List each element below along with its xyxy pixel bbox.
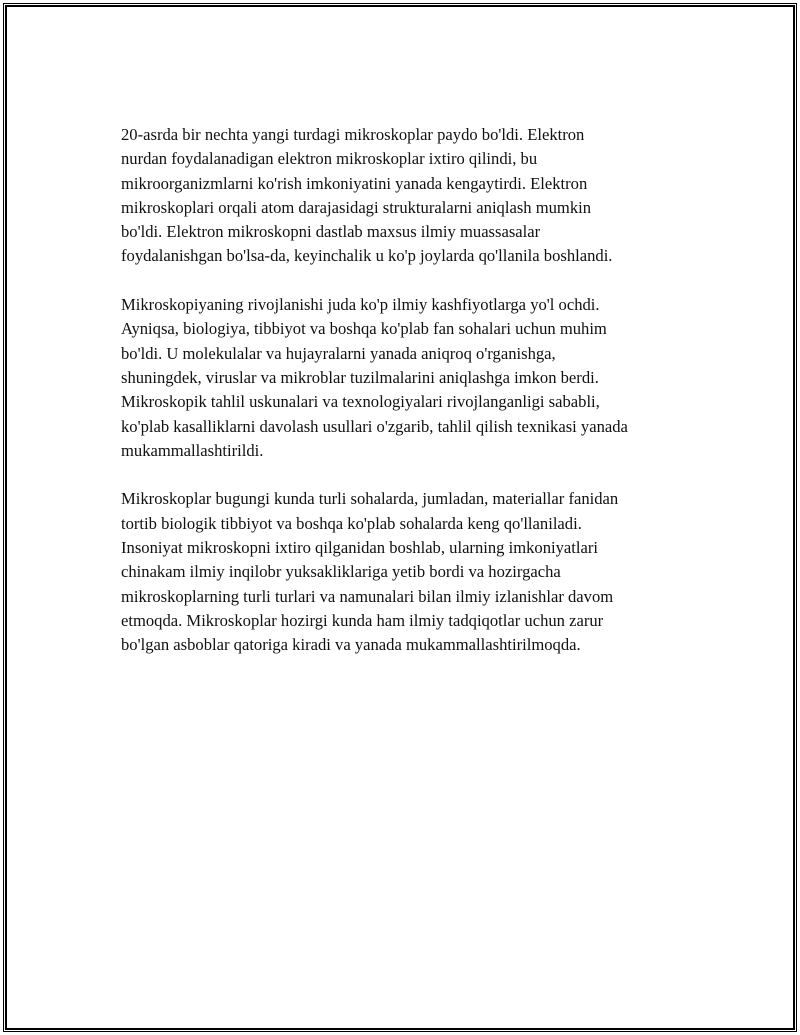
paragraph-3	[121, 487, 701, 657]
text-line: bo'ldi. U molekulalar va hujayralarni yanada aniqroq o'rganishga,	[121, 343, 556, 363]
paragraph-2	[121, 293, 701, 463]
text-line: Mikroskopiyaning rivojlanishi juda ko'p ilmiy kashfiyotlarga yo'l ochdi.	[121, 295, 600, 315]
text-line: Ayniqsa, biologiya, tibbiyot va boshqa ko'plab fan sohalari uchun muhim	[121, 319, 607, 339]
text-line: chinakam ilmiy inqilobr yuksakliklariga yetib bordi va hozirgacha	[121, 562, 561, 582]
paragraph-1	[121, 123, 701, 269]
text-line: ko'plab kasalliklarni davolash usullari o'zgarib, tahlil qilish texnikasi yanada	[121, 416, 628, 436]
text-line: nurdan foydalanadigan elektron mikroskoplar ixtiro qilindi, bu	[121, 149, 538, 169]
page-frame	[3, 3, 797, 1032]
text-line: Mikroskopik tahlil uskunalari va texnologiyalari rivojlanganligi sababli,	[121, 392, 600, 412]
text-line: etmoqda. Mikroskoplar hozirgi kunda ham ilmiy tadqiqotlar uchun zarur	[121, 610, 604, 630]
text-line: Insoniyat mikroskopni ixtiro qilganidan boshlab, ularning imkoniyatlari	[121, 538, 599, 558]
text-line: Mikroskoplar bugungi kunda turli sohalarda, jumladan, materiallar fanidan	[121, 489, 619, 509]
text-line: mikroorganizmlarni ko'rish imkoniyatini yanada kengaytirdi. Elektron	[121, 173, 588, 193]
text-line: bo'ldi. Elektron mikroskopni dastlab maxsus ilmiy muassasalar	[121, 222, 541, 242]
text-line: foydalanishgan bo'lsa-da, keyinchalik u ko'p joylarda qo'llanila boshlandi.	[121, 246, 613, 266]
text-line: bo'lgan asboblar qatoriga kiradi va yanada mukammallashtirilmoqda.	[121, 635, 581, 655]
text-line: mikroskoplarning turli turlari va namunalari bilan ilmiy izlanishlar davom	[121, 586, 614, 606]
document-body	[121, 123, 701, 682]
text-line: mikroskoplari orqali atom darajasidagi strukturalarni aniqlash mumkin	[121, 197, 592, 217]
text-line: shuningdek, viruslar va mikroblar tuzilmalarini aniqlashga imkon berdi.	[121, 367, 599, 387]
text-line: 20-asrda bir nechta yangi turdagi mikroskoplar paydo bo'ldi. Elektron	[121, 125, 585, 144]
text-line: mukammallashtirildi.	[121, 440, 264, 460]
text-line: tortib biologik tibbiyot va boshqa ko'plab sohalarda keng qo'llaniladi.	[121, 513, 582, 533]
